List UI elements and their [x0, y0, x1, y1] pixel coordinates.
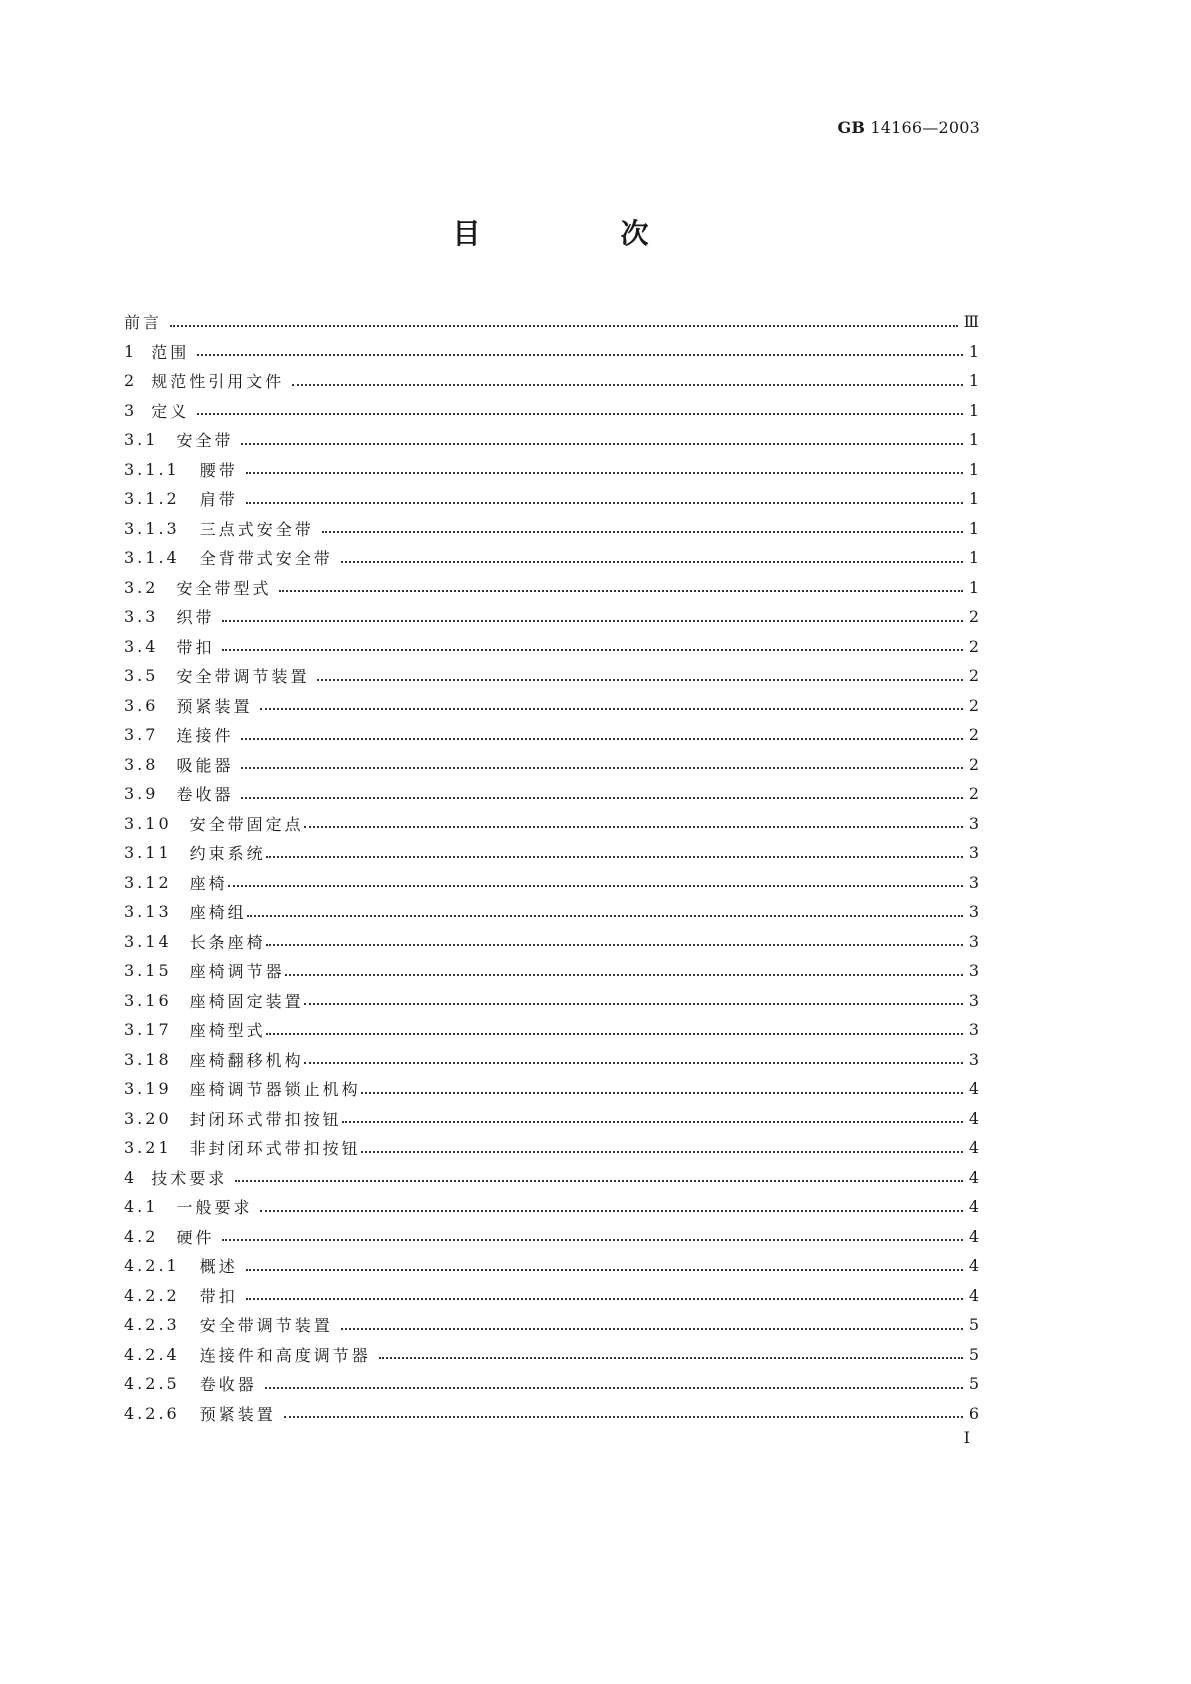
toc-entry-label: 吸能器	[176, 755, 234, 775]
toc-entry[interactable]	[124, 543, 980, 573]
toc-entry-label: 非封闭环式带扣按钮	[189, 1139, 361, 1159]
standard-prefix: GB	[837, 118, 866, 137]
toc-entry-number: 3.17	[124, 1020, 172, 1040]
toc-entry-number: 4.2.4	[124, 1344, 180, 1364]
toc-entry[interactable]	[124, 838, 980, 868]
toc-entry[interactable]	[124, 1163, 980, 1193]
toc-entry-leader-dots	[266, 1031, 963, 1035]
toc-entry-label: 三点式安全带	[199, 519, 314, 539]
toc-entry-page: 3	[968, 813, 980, 833]
toc-entry-number: 3.1	[124, 430, 159, 450]
toc-entry-label: 规范性引用文件	[151, 372, 285, 392]
toc-entry-number: 3.8	[124, 754, 159, 774]
toc-entry-label: 座椅调节器锁止机构	[189, 1080, 361, 1100]
toc-entry[interactable]	[124, 1222, 980, 1252]
toc-entry-label: 技术要求	[151, 1168, 228, 1188]
toc-entry[interactable]	[124, 1045, 980, 1075]
toc-entry-number: 3.14	[124, 931, 172, 951]
toc-entry-label: 封闭环式带扣按钮	[189, 1109, 342, 1129]
toc-entry-number: 3.21	[124, 1138, 172, 1158]
toc-entry-leader-dots	[266, 854, 963, 858]
toc-entry-label: 腰带	[199, 460, 238, 480]
toc-entry[interactable]	[124, 956, 980, 986]
toc-entry-label: 卷收器	[176, 785, 234, 805]
table-of-contents	[124, 307, 980, 1428]
toc-entry-number: 3.20	[124, 1108, 172, 1128]
toc-entry-number: 4.2.5	[124, 1374, 180, 1394]
toc-entry-number: 3.7	[124, 725, 159, 745]
toc-entry-leader-dots	[170, 323, 958, 327]
toc-entry-number: 4.2.1	[124, 1256, 180, 1276]
toc-entry-number: 3.16	[124, 990, 172, 1010]
toc-entry-page: 3	[968, 931, 980, 951]
toc-entry-page: 4	[968, 1197, 980, 1217]
toc-entry-page: 2	[968, 784, 980, 804]
toc-entry-page: 4	[968, 1256, 980, 1276]
toc-entry-label: 一般要求	[176, 1198, 253, 1218]
toc-entry-number: 3.6	[124, 695, 159, 715]
toc-entry-label: 座椅调节器	[189, 962, 285, 982]
toc-entry-label: 座椅组	[189, 903, 247, 923]
toc-entry-leader-dots	[304, 1001, 963, 1005]
toc-entry-leader-dots	[246, 500, 963, 504]
toc-entry-page: 4	[968, 1138, 980, 1158]
toc-entry-leader-dots	[322, 529, 963, 533]
toc-entry[interactable]	[124, 425, 980, 455]
toc-entry-label: 座椅固定装置	[189, 991, 304, 1011]
toc-entry[interactable]	[124, 1015, 980, 1045]
toc-entry[interactable]	[124, 986, 980, 1016]
toc-entry[interactable]	[124, 927, 980, 957]
toc-entry-label: 定义	[151, 401, 190, 421]
toc-entry-number: 3.12	[124, 872, 172, 892]
toc-entry-leader-dots	[260, 706, 962, 710]
toc-entry-leader-dots	[222, 1237, 962, 1241]
toc-entry-page: 3	[968, 872, 980, 892]
toc-entry-leader-dots	[341, 559, 963, 563]
toc-entry-page: 1	[968, 430, 980, 450]
toc-entry[interactable]	[124, 809, 980, 839]
toc-entry-number: 4	[124, 1167, 138, 1187]
toc-entry-leader-dots	[228, 883, 963, 887]
toc-entry-label: 带扣	[176, 637, 215, 657]
toc-entry-number: 3.1.3	[124, 518, 180, 538]
toc-entry-page: 3	[968, 1049, 980, 1069]
toc-entry[interactable]	[124, 1281, 980, 1311]
toc-entry-page: 4	[968, 1226, 980, 1246]
toc-entry[interactable]	[124, 1399, 980, 1429]
toc-entry-label: 预紧装置	[176, 696, 253, 716]
toc-entry-label: 织带	[176, 608, 215, 628]
toc-entry[interactable]	[124, 573, 980, 603]
toc-entry-leader-dots	[246, 1267, 963, 1271]
toc-entry-page: 2	[968, 725, 980, 745]
toc-entry-number: 3.18	[124, 1049, 172, 1069]
toc-entry[interactable]	[124, 750, 980, 780]
toc-entry-page: 4	[968, 1108, 980, 1128]
toc-entry-label: 安全带	[176, 431, 234, 451]
toc-entry-leader-dots	[341, 1326, 963, 1330]
toc-entry-label: 范围	[151, 342, 190, 362]
toc-entry-page: 3	[968, 961, 980, 981]
toc-entry-label: 座椅翻移机构	[189, 1050, 304, 1070]
toc-entry-label: 概述	[199, 1257, 238, 1277]
toc-entry[interactable]	[124, 1104, 980, 1134]
toc-entry-number: 3.19	[124, 1079, 172, 1099]
toc-entry-label: 约束系统	[189, 844, 266, 864]
toc-entry-page: 4	[968, 1167, 980, 1187]
toc-entry-leader-dots	[241, 795, 962, 799]
toc-entry-leader-dots	[265, 1385, 963, 1389]
toc-entry-page: 1	[968, 341, 980, 361]
toc-entry[interactable]	[124, 1133, 980, 1163]
toc-entry-number: 3.2	[124, 577, 159, 597]
toc-entry-leader-dots	[241, 765, 962, 769]
toc-entry-number: 3.11	[124, 843, 172, 863]
toc-entry-page: 3	[968, 1020, 980, 1040]
toc-entry-leader-dots	[197, 352, 963, 356]
toc-entry-leader-dots	[284, 1414, 963, 1418]
toc-entry-page: 5	[968, 1344, 980, 1364]
toc-entry-page: 1	[968, 577, 980, 597]
toc-entry[interactable]	[124, 307, 980, 337]
toc-entry-page: 1	[968, 371, 980, 391]
toc-entry-leader-dots	[317, 677, 962, 681]
toc-entry[interactable]	[124, 1074, 980, 1104]
toc-entry[interactable]	[124, 691, 980, 721]
toc-entry-number: 3.10	[124, 813, 172, 833]
toc-entry-number: 3.13	[124, 902, 172, 922]
toc-entry-leader-dots	[304, 824, 963, 828]
page-number: Ⅰ	[963, 1428, 970, 1447]
standard-code	[837, 118, 980, 137]
toc-entry-label: 安全带调节装置	[199, 1316, 333, 1336]
toc-entry[interactable]	[124, 484, 980, 514]
toc-entry-page: 2	[968, 666, 980, 686]
toc-entry-leader-dots	[266, 942, 963, 946]
toc-entry-number: 3.4	[124, 636, 159, 656]
toc-entry-page: 3	[968, 990, 980, 1010]
toc-entry-number: 3.1.2	[124, 489, 180, 509]
toc-entry-page: 1	[968, 489, 980, 509]
page-title: 目 次	[452, 217, 705, 250]
toc-entry-number: 4.2.3	[124, 1315, 180, 1335]
toc-entry-label: 座椅	[189, 873, 228, 893]
toc-entry-page: 3	[968, 843, 980, 863]
toc-entry-leader-dots	[222, 618, 962, 622]
toc-entry-leader-dots	[304, 1060, 963, 1064]
toc-entry-page: 2	[968, 754, 980, 774]
toc-entry-label: 安全带固定点	[189, 814, 304, 834]
toc-entry-leader-dots	[342, 1119, 963, 1123]
toc-entry-page: 1	[968, 548, 980, 568]
toc-entry-label: 安全带调节装置	[176, 667, 310, 687]
toc-entry[interactable]	[124, 1192, 980, 1222]
toc-entry-number: 4.2	[124, 1226, 159, 1246]
toc-entry-leader-dots	[241, 441, 962, 445]
toc-entry-leader-dots	[197, 411, 963, 415]
toc-entry-leader-dots	[361, 1149, 963, 1153]
toc-entry-leader-dots	[279, 588, 962, 592]
toc-entry-number: 3.1.1	[124, 459, 180, 479]
toc-entry-page: 4	[968, 1285, 980, 1305]
toc-entry-label: 安全带型式	[176, 578, 272, 598]
toc-entry[interactable]	[124, 455, 980, 485]
toc-entry-label: 肩带	[199, 490, 238, 510]
toc-entry-label: 卷收器	[199, 1375, 257, 1395]
toc-entry-leader-dots	[235, 1178, 963, 1182]
toc-entry[interactable]	[124, 396, 980, 426]
toc-entry-page: Ⅲ	[963, 312, 980, 332]
toc-entry-number: 3.15	[124, 961, 172, 981]
toc-entry-number: 4.1	[124, 1197, 159, 1217]
toc-entry-leader-dots	[241, 736, 962, 740]
toc-entry-leader-dots	[292, 382, 963, 386]
toc-entry-page: 5	[968, 1315, 980, 1335]
toc-entry-page: 4	[968, 1079, 980, 1099]
toc-entry[interactable]	[124, 1340, 980, 1370]
toc-entry[interactable]	[124, 1369, 980, 1399]
standard-number: 14166—2003	[870, 118, 980, 137]
toc-entry-label: 连接件和高度调节器	[199, 1345, 371, 1365]
toc-entry-page: 2	[968, 607, 980, 627]
toc-entry-leader-dots	[247, 913, 963, 917]
toc-entry-label: 预紧装置	[199, 1404, 276, 1424]
toc-entry[interactable]	[124, 720, 980, 750]
toc-entry[interactable]	[124, 1251, 980, 1281]
toc-entry-label: 全背带式安全带	[199, 549, 333, 569]
toc-entry-page: 2	[968, 636, 980, 656]
toc-entry[interactable]	[124, 337, 980, 367]
toc-entry-number: 4.2.2	[124, 1285, 180, 1305]
toc-entry-leader-dots	[260, 1208, 962, 1212]
toc-entry-number: 3	[124, 400, 138, 420]
toc-entry-number: 4.2.6	[124, 1403, 180, 1423]
toc-entry[interactable]	[124, 779, 980, 809]
toc-entry-label: 连接件	[176, 726, 234, 746]
toc-entry-label: 硬件	[176, 1227, 215, 1247]
toc-entry-leader-dots	[222, 647, 962, 651]
toc-entry[interactable]	[124, 514, 980, 544]
toc-entry-label: 长条座椅	[189, 932, 266, 952]
toc-entry-page: 5	[968, 1374, 980, 1394]
toc-entry-number: 1	[124, 341, 138, 361]
toc-entry[interactable]	[124, 868, 980, 898]
toc-entry-number: 3.3	[124, 607, 159, 627]
toc-entry-number: 3.9	[124, 784, 159, 804]
toc-entry-leader-dots	[285, 972, 963, 976]
toc-entry[interactable]	[124, 1310, 980, 1340]
toc-entry-leader-dots	[379, 1355, 963, 1359]
toc-entry-number: 2	[124, 371, 138, 391]
toc-entry-leader-dots	[361, 1090, 963, 1094]
toc-entry-number: 3.1.4	[124, 548, 180, 568]
toc-entry-page: 1	[968, 459, 980, 479]
toc-entry-number: 3.5	[124, 666, 159, 686]
toc-entry-label: 带扣	[199, 1286, 238, 1306]
toc-entry-page: 1	[968, 400, 980, 420]
toc-entry-label: 前言	[124, 313, 163, 333]
toc-entry[interactable]	[124, 366, 980, 396]
toc-entry[interactable]	[124, 602, 980, 632]
toc-entry-page: 3	[968, 902, 980, 922]
toc-entry-leader-dots	[246, 1296, 963, 1300]
toc-entry-page: 2	[968, 695, 980, 715]
toc-entry-label: 座椅型式	[189, 1021, 266, 1041]
toc-entry-page: 1	[968, 518, 980, 538]
toc-entry-page: 6	[968, 1403, 980, 1423]
toc-entry[interactable]	[124, 661, 980, 691]
toc-entry[interactable]	[124, 897, 980, 927]
toc-entry[interactable]	[124, 632, 980, 662]
toc-entry-leader-dots	[246, 470, 963, 474]
